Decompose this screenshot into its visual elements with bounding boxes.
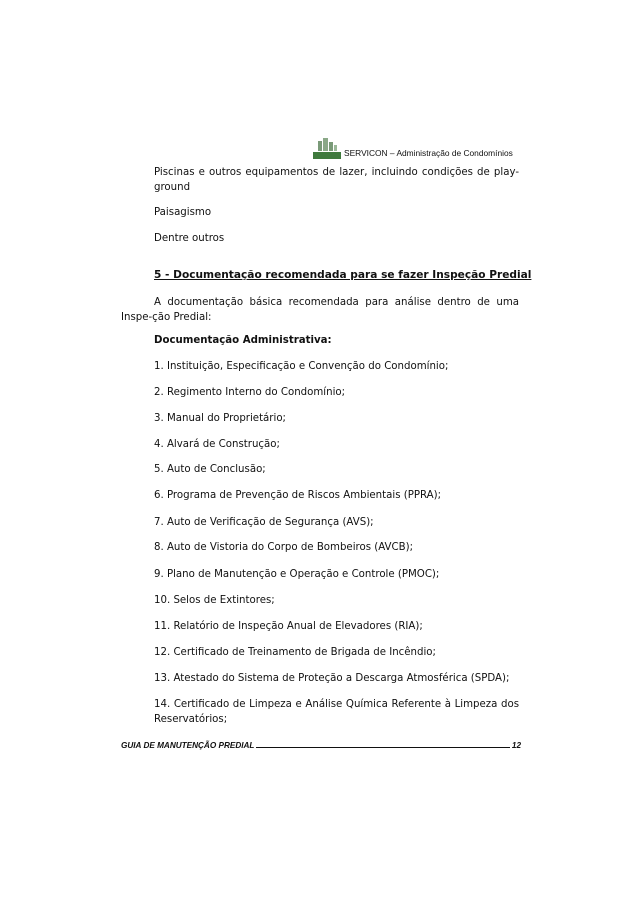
header-text: SERVICON – Administração de Condomínios (344, 148, 513, 158)
list-item: 5. Auto de Conclusão; (154, 464, 266, 475)
subheading: Documentação Administrativa: (154, 335, 332, 346)
section-title: 5 - Documentação recomendada para se fazer Inspeção Predial (154, 269, 532, 281)
intro-item-1: Piscinas e outros equipamentos de lazer, incluindo condições de play-ground (154, 167, 519, 193)
list-item: 7. Auto de Verificação de Segurança (AVS); (154, 517, 374, 528)
list-item: 11. Relatório de Inspeção Anual de Elevadores (RIA); (154, 621, 423, 632)
servicon-logo (312, 137, 342, 161)
section-paragraph: A documentação básica recomendada para análise dentro de uma Inspe-ção Predial: (121, 297, 519, 323)
list-item: 9. Plano de Manutenção e Operação e Controle (PMOC); (154, 569, 440, 580)
footer-title: GUIA DE MANUTENÇÃO PREDIAL (121, 741, 255, 750)
list-item: 1. Instituição, Especificação e Convenção do Condomínio; (154, 361, 449, 372)
list-item: 2. Regimento Interno do Condomínio; (154, 387, 346, 398)
list-item: 10. Selos de Extintores; (154, 595, 275, 606)
list-item: 13. Atestado do Sistema de Proteção a Descarga Atmosférica (SPDA); (154, 673, 510, 684)
list-item: 12. Certificado de Treinamento de Brigada de Incêndio; (154, 647, 436, 658)
page-header (312, 137, 522, 163)
list-item: 6. Programa de Prevenção de Riscos Ambientais (PPRA); (154, 490, 442, 501)
intro-item-2: Paisagismo (154, 207, 212, 218)
page-number: 12 (511, 741, 521, 750)
page-footer (121, 741, 521, 750)
list-item: 8. Auto de Vistoria do Corpo de Bombeiros (AVCB); (154, 542, 414, 553)
list-item: 3. Manual do Proprietário; (154, 413, 286, 424)
intro-item-3: Dentre outros (154, 233, 225, 244)
footer-rule (256, 747, 509, 748)
list-item: 14. Certificado de Limpeza e Análise Química Referente à Limpeza dos Reservatórios; (154, 699, 519, 725)
list-item: 4. Alvará de Construção; (154, 439, 280, 450)
